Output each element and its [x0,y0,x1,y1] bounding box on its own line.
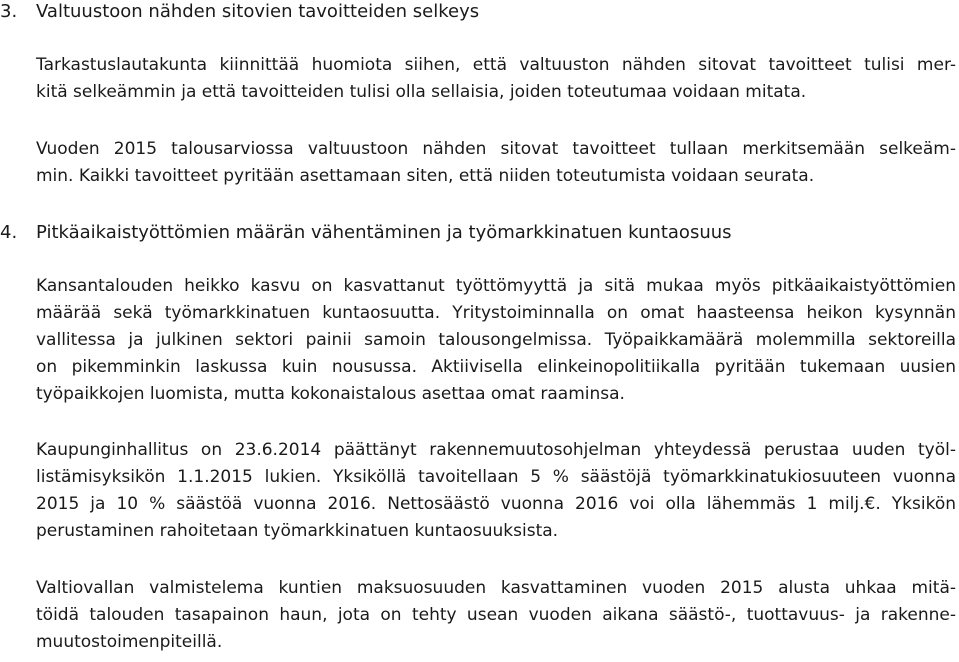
paragraph [36,273,956,408]
paragraph-line: Tarkastuslautakunta kiinnittää huomiota siihen, että valtuuston nähden sitovat tavoitteet tulisi mer- [36,55,956,75]
paragraph-line: on pikemminkin laskussa kuin nousussa. Aktiivisella elinkeinopolitiikalla pyritään tukemaan uusien [36,357,956,377]
paragraph [36,52,956,106]
section-number: 3. [0,1,18,22]
paragraph-line: Kaupunginhallitus on 23.6.2014 päättänyt rakennemuutosohjelman yhteydessä perustaa uuden työl- [36,440,956,460]
paragraph-line: työpaikkojen luomista, mutta kokonaistalous asettaa omat raaminsa. [36,384,625,404]
paragraph-line: kitä selkeämmin ja että tavoitteiden tulisi olla sellaisia, joiden toteutumaa voidaan mitata. [36,82,807,102]
section-number: 4. [0,222,18,243]
paragraph-line: listämisyksikön 1.1.2015 lukien. Yksiköllä tavoitellaan 5 % säästöjä työmarkkinatukiosuuteen vuonna [36,467,956,487]
section-title: Valtuustoon nähden sitovien tavoitteiden selkeys [36,1,480,22]
paragraph-line: muutostoimenpiteillä. [36,632,223,652]
paragraph-line: Valtiovallan valmistelema kuntien maksuosuuden kasvattaminen vuoden 2015 alusta uhkaa mitä- [36,578,956,598]
paragraph-line: vallitessa ja julkinen sektori painii samoin talousongelmissa. Työpaikkamäärä molemmilla sektoreilla [36,330,956,350]
paragraph-line: perustaminen rahoitetaan työmarkkinatuen kuntaosuuksista. [36,521,559,541]
paragraph [36,136,956,190]
paragraph [36,575,956,656]
paragraph-line: määrää sekä työmarkkinatuen kuntaosuutta. Yritystoiminnalla on omat haasteensa heikon kysynnän [36,303,956,323]
paragraph [36,437,956,545]
section-title: Pitkäaikaistyöttömien määrän vähentäminen ja työmarkkinatuen kuntaosuus [36,222,732,243]
paragraph-line: 2015 ja 10 % säästöä vuonna 2016. Nettosäästö vuonna 2016 voi olla lähemmäs 1 milj.€. Yksikön [36,494,956,514]
paragraph-line: Kansantalouden heikko kasvu on kasvattanut työttömyyttä ja sitä mukaa myös pitkäaikaistyöttömien [36,276,956,296]
paragraph-line: min. Kaikki tavoitteet pyritään asettamaan siten, että niiden toteutumista voidaan seurata. [36,166,815,186]
paragraph-line: Vuoden 2015 talousarviossa valtuustoon nähden sitovat tavoitteet tullaan merkitsemään selkeäm- [36,139,956,159]
paragraph-line: töidä talouden tasapainon haun, jota on tehty usean vuoden aikana säästö-, tuottavuus- ja rakenne- [36,605,956,625]
